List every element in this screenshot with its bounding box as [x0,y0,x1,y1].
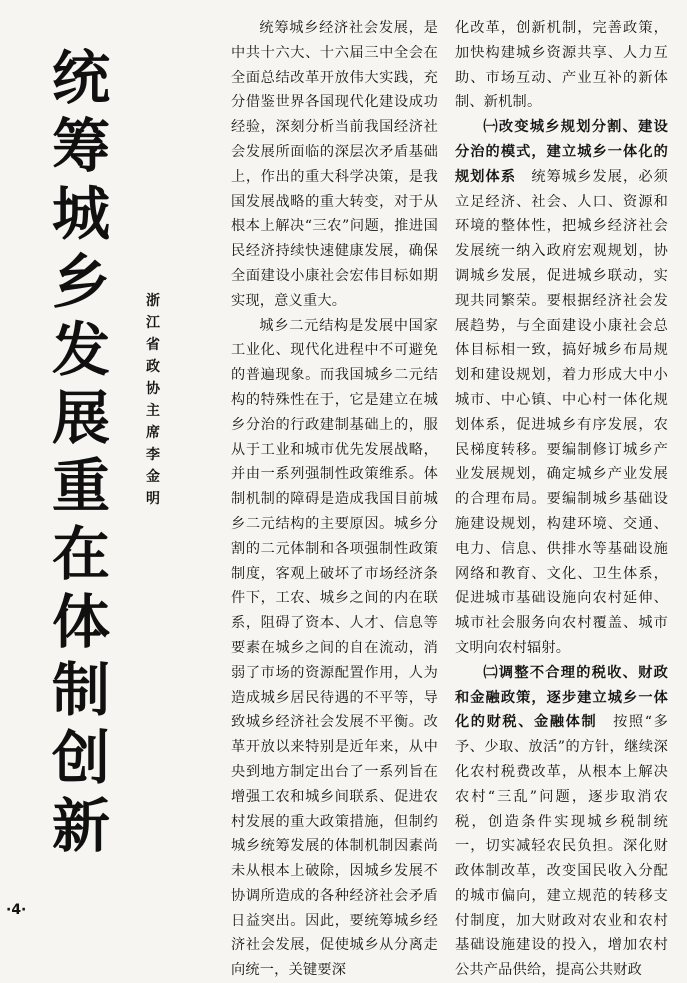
section-heading-planning: ㈠改变城乡规划分割、建设分治的模式，建立城乡一体化的规划体系 [455,119,668,185]
title-char: 在 [51,520,110,588]
title-char: 筹 [51,112,110,180]
author-char: 浙 [146,293,160,309]
author-char: 金 [146,469,160,485]
text-column-1 [231,16,438,979]
title-char: 城 [51,180,110,248]
title-char: 体 [51,588,110,656]
section-finance [455,661,668,983]
author-char: 主 [146,403,160,419]
paragraph-continued: 化改革，创新机制，完善政策，加快构建城乡资源共享、人力互助、市场互动、产业互补的新体制、新机制。 [455,20,668,111]
title-char: 重 [51,452,110,520]
section-planning [455,115,668,661]
section-heading-finance: ㈡调整不合理的税收、财政和金融政策，逐步建立城乡一体化的财税、金融体制 [455,664,668,731]
author-char: 省 [146,337,160,353]
section-body-finance: 按照“多予、少取、放活”的方针，继续深化农村税费改革，从根本上解决农村“三乱”问题，逐步取消农税，创造条件实现城乡税制统一，切实减轻农民负担。深化财政体制改革，改变国民收入分配的城市偏向，建立规范的转移支付制度，加大财政对农业和农村基础设施建设的投入，增加农村公共产品供给，提高公共财政 [455,714,668,979]
title-char: 发 [51,316,110,384]
text-column-2 [455,16,668,979]
author-char: 政 [146,359,160,375]
author-char: 协 [146,381,160,397]
author-char: 明 [146,491,160,507]
paragraph-dual-structure: 城乡二元结构是发展中国家工业化、现代化进程中不可避免的普遍现象。而我国城乡二元结构的特殊性在于，它是建立在城乡分治的行政建制基础上的，服从于工业和城市优先发展战略，并由一系列强制性政策维系。体制机制的障碍是造成我国目前城乡二元结构的主要原因。城乡分割的二元体制和各项强制性政策制度，客观上破坏了市场经济条件下，工农、城乡之间的内在联系，阻碍了资本、人才、信息等要素在城乡之间的自在流动，消弱了市场的资源配置作用，人为造成城乡居民待遇的不平等，导致城乡经济社会发展不平衡。改革开放以来特别是近年来，从中央到地方制定出台了一系列旨在增强工农和城乡间联系、促进农村发展的重大政策措施，但制约城乡统筹发展的体制机制因素尚未从根本上破除，因城乡发展不协调所造成的各种经济社会矛盾日益突出。因此，要统筹城乡经济社会发展，促使城乡从分离走向统一，关键要深 [231,317,438,979]
page-number: ·4· [6,902,27,918]
article-title [38,44,124,864]
title-char: 新 [51,792,110,860]
author-char: 江 [146,315,160,331]
title-char: 乡 [51,248,110,316]
title-char: 统 [51,44,110,112]
author-byline [141,290,165,510]
author-char: 席 [146,425,160,441]
title-char: 制 [51,656,110,724]
section-body-planning: 统筹城乡发展，必须立足经济、社会、人口、资源和环境的整体性，把城乡经济社会发展统一纳入政府宏观规划，协调城乡发展，促进城乡联动，实现共同繁荣。要根据经济社会发展趋势，与全面建设小康社会总体目标相一致，搞好城乡布局规划和建设规划，着力形成大中小城市、中心镇、中心村一体化规划体系，促进城乡有序发展，农民梯度转移。要编制修订城乡产业发展规划，确定城乡产业发展的合理布局。要编制城乡基础设施建设规划，构建环境、交通、电力、信息、供排水等基础设施网络和教育、文化、卫生体系，促进城市基础设施向农村延伸、城市社会服务向农村覆盖、城市文明向农村辐射。 [455,168,668,656]
title-char: 创 [51,724,110,792]
author-char: 李 [146,447,160,463]
title-char: 展 [51,384,110,452]
paragraph-intro: 统筹城乡经济社会发展，是中共十六大、十六届三中全会在全面总结改革开放伟大实践，充分借鉴世界各国现代化建设成功经验，深刻分析当前我国经济社会发展所面临的深层次矛盾基础上，作出的重大科学决策，是我国发展战略的重大转变，对于从根本上解决“三农”问题，推进国民经济持续快速健康发展，确保全面建设小康社会宏伟目标如期实现，意义重大。 [231,20,438,309]
